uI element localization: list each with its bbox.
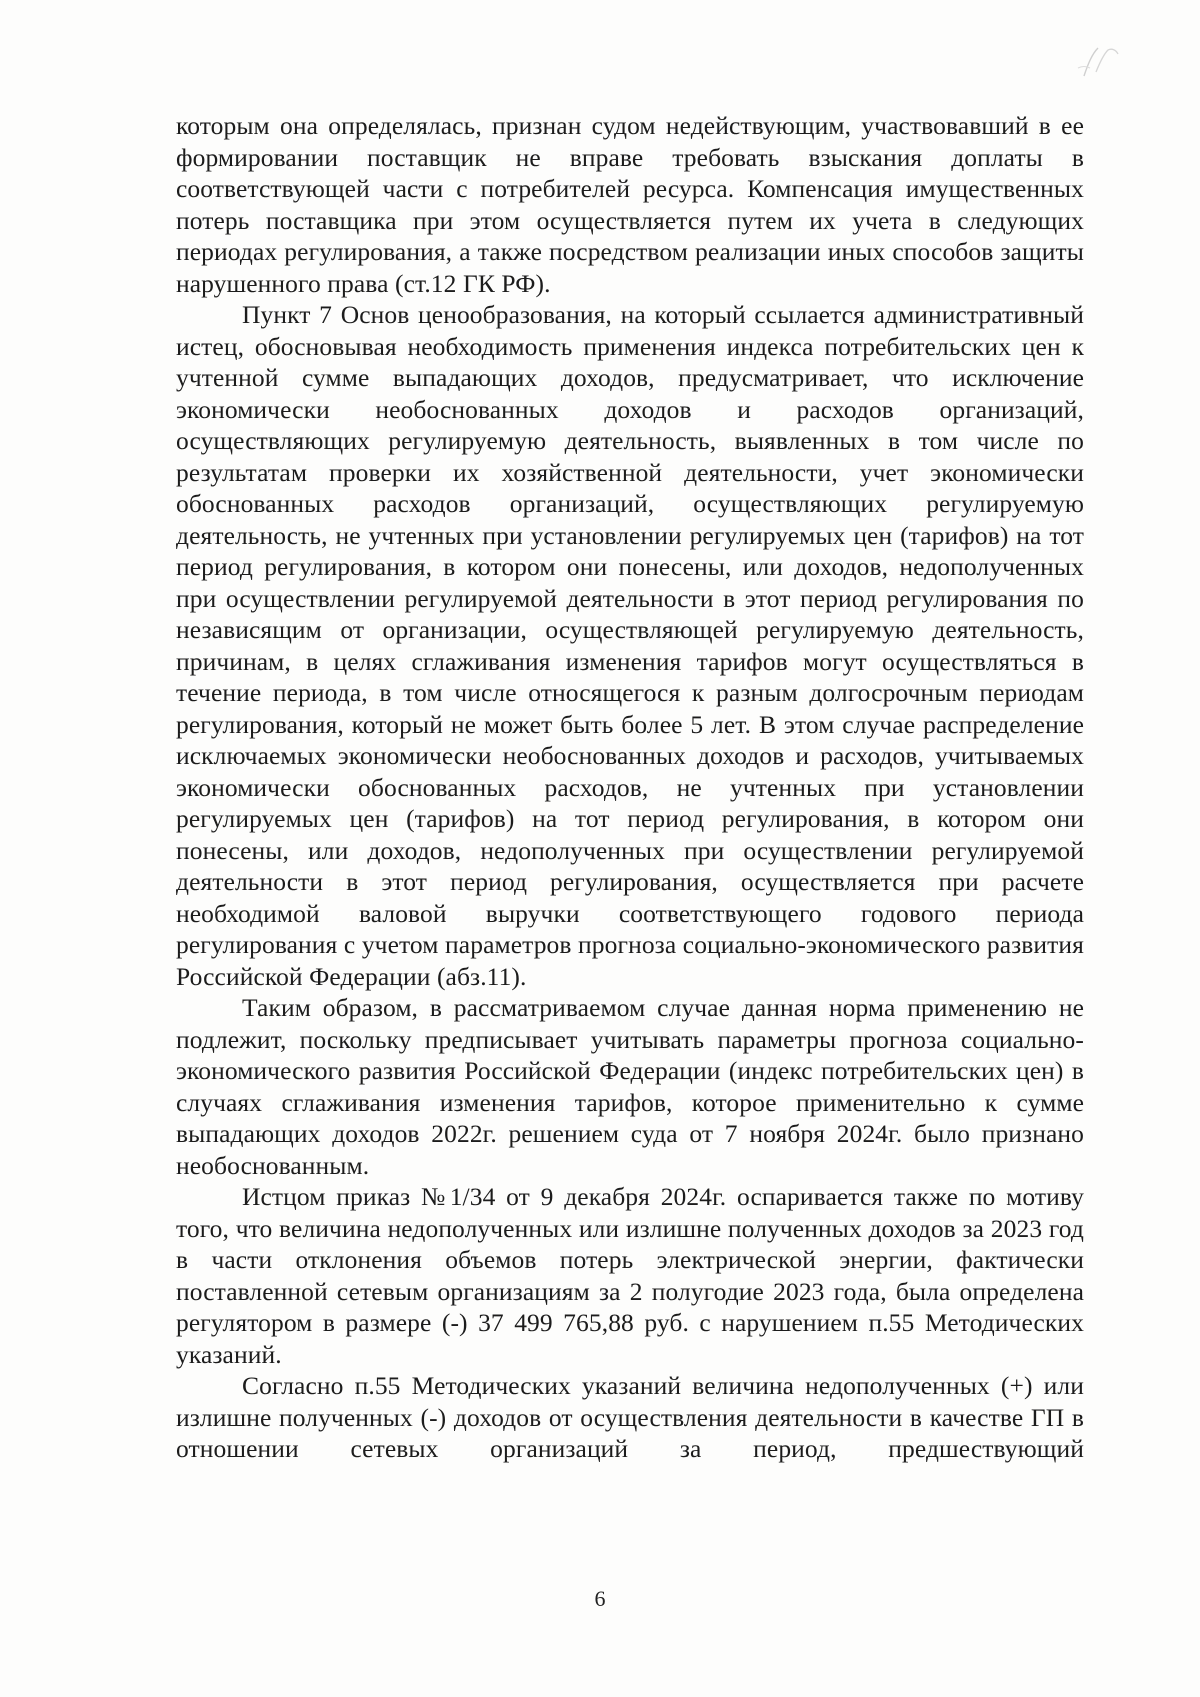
paragraph-point-7: Пункт 7 Основ ценообразования, на который ссылается административный истец, обосновывая необходимость применения индекса потребительских цен к учтенной сумме выпадающих доходов, предусматривает, что исключение экономически необоснованных доходов и расходов организаций, осуществляющих регулируемую деятельность, выявленных в том числе по результатам проверки их хозяйственной деятельности, учет экономически обоснованных расходов организаций, осуществляющих регулируемую деятельность, не учтенных при установлении регулируемых цен (тарифов) на тот период регулирования, в котором они понесены, или доходов, недополученных при осуществлении регулируемой деятельности в этот период регулирования по независящим от организации, осуществляющей регулируемую деятельность, причинам, в целях сглаживания изменения тарифов могут осуществляться в течение периода, в том числе относящегося к разным долгосрочным периодам регулирования, который не может быть более 5 лет. В этом случае распределение исключаемых экономически необоснованных доходов и расходов, учитываемых экономически обоснованных расходов, не учтенных при установлении регулируемых цен (тарифов) на тот период регулирования, в котором они понесены, или доходов, недополученных при осуществлении регулируемой деятельности в этот период регулирования, осуществляется при расчете необходимой валовой выручки соответствующего годового периода регулирования с учетом параметров прогноза социально-экономического развития Российской Федерации (абз.11). bbox=[176, 300, 1084, 991]
paragraph-clause-55: Согласно п.55 Методических указаний величина недополученных (+) или излишне полученных (-) доходов от осуществления деятельности в качестве ГП в отношении сетевых организаций за период, предшествующий bbox=[176, 1371, 1084, 1463]
paragraph-order-dispute: Истцом приказ №1/34 от 9 декабря 2024г. оспаривается также по мотиву того, что величина недополученных или излишне полученных доходов за 2023 год в части отклонения объемов потерь электрической энергии, фактически поставленной сетевым организациям за 2 полугодие 2023 года, была определена регулятором в размере (-) 37 499 765,88 руб. с нарушением п.55 Методических указаний. bbox=[176, 1182, 1084, 1369]
page-number: 6 bbox=[594, 1586, 606, 1611]
handwritten-mark-icon bbox=[1074, 42, 1132, 84]
paragraph-conclusion: Таким образом, в рассматриваемом случае данная норма применению не подлежит, поскольку предписывает учитывать параметры прогноза социально-экономического развития Российской Федерации (индекс потребительских цен) в случаях сглаживания изменения тарифов, которое применительно к сумме выпадающих доходов 2022г. решением суда от 7 ноября 2024г. было признано необоснованным. bbox=[176, 993, 1084, 1180]
paragraph-continuation: которым она определялась, признан судом недействующим, участвовавший в ее формировании поставщик не вправе требовать взыскания доплаты в соответствующей части с потребителей ресурса. Компенсация имущественных потерь поставщика при этом осуществляется путем их учета в следующих периодах регулирования, а также посредством реализации иных способов защиты нарушенного права (ст.12 ГК РФ). bbox=[176, 111, 1084, 298]
document-body bbox=[176, 110, 1084, 1465]
